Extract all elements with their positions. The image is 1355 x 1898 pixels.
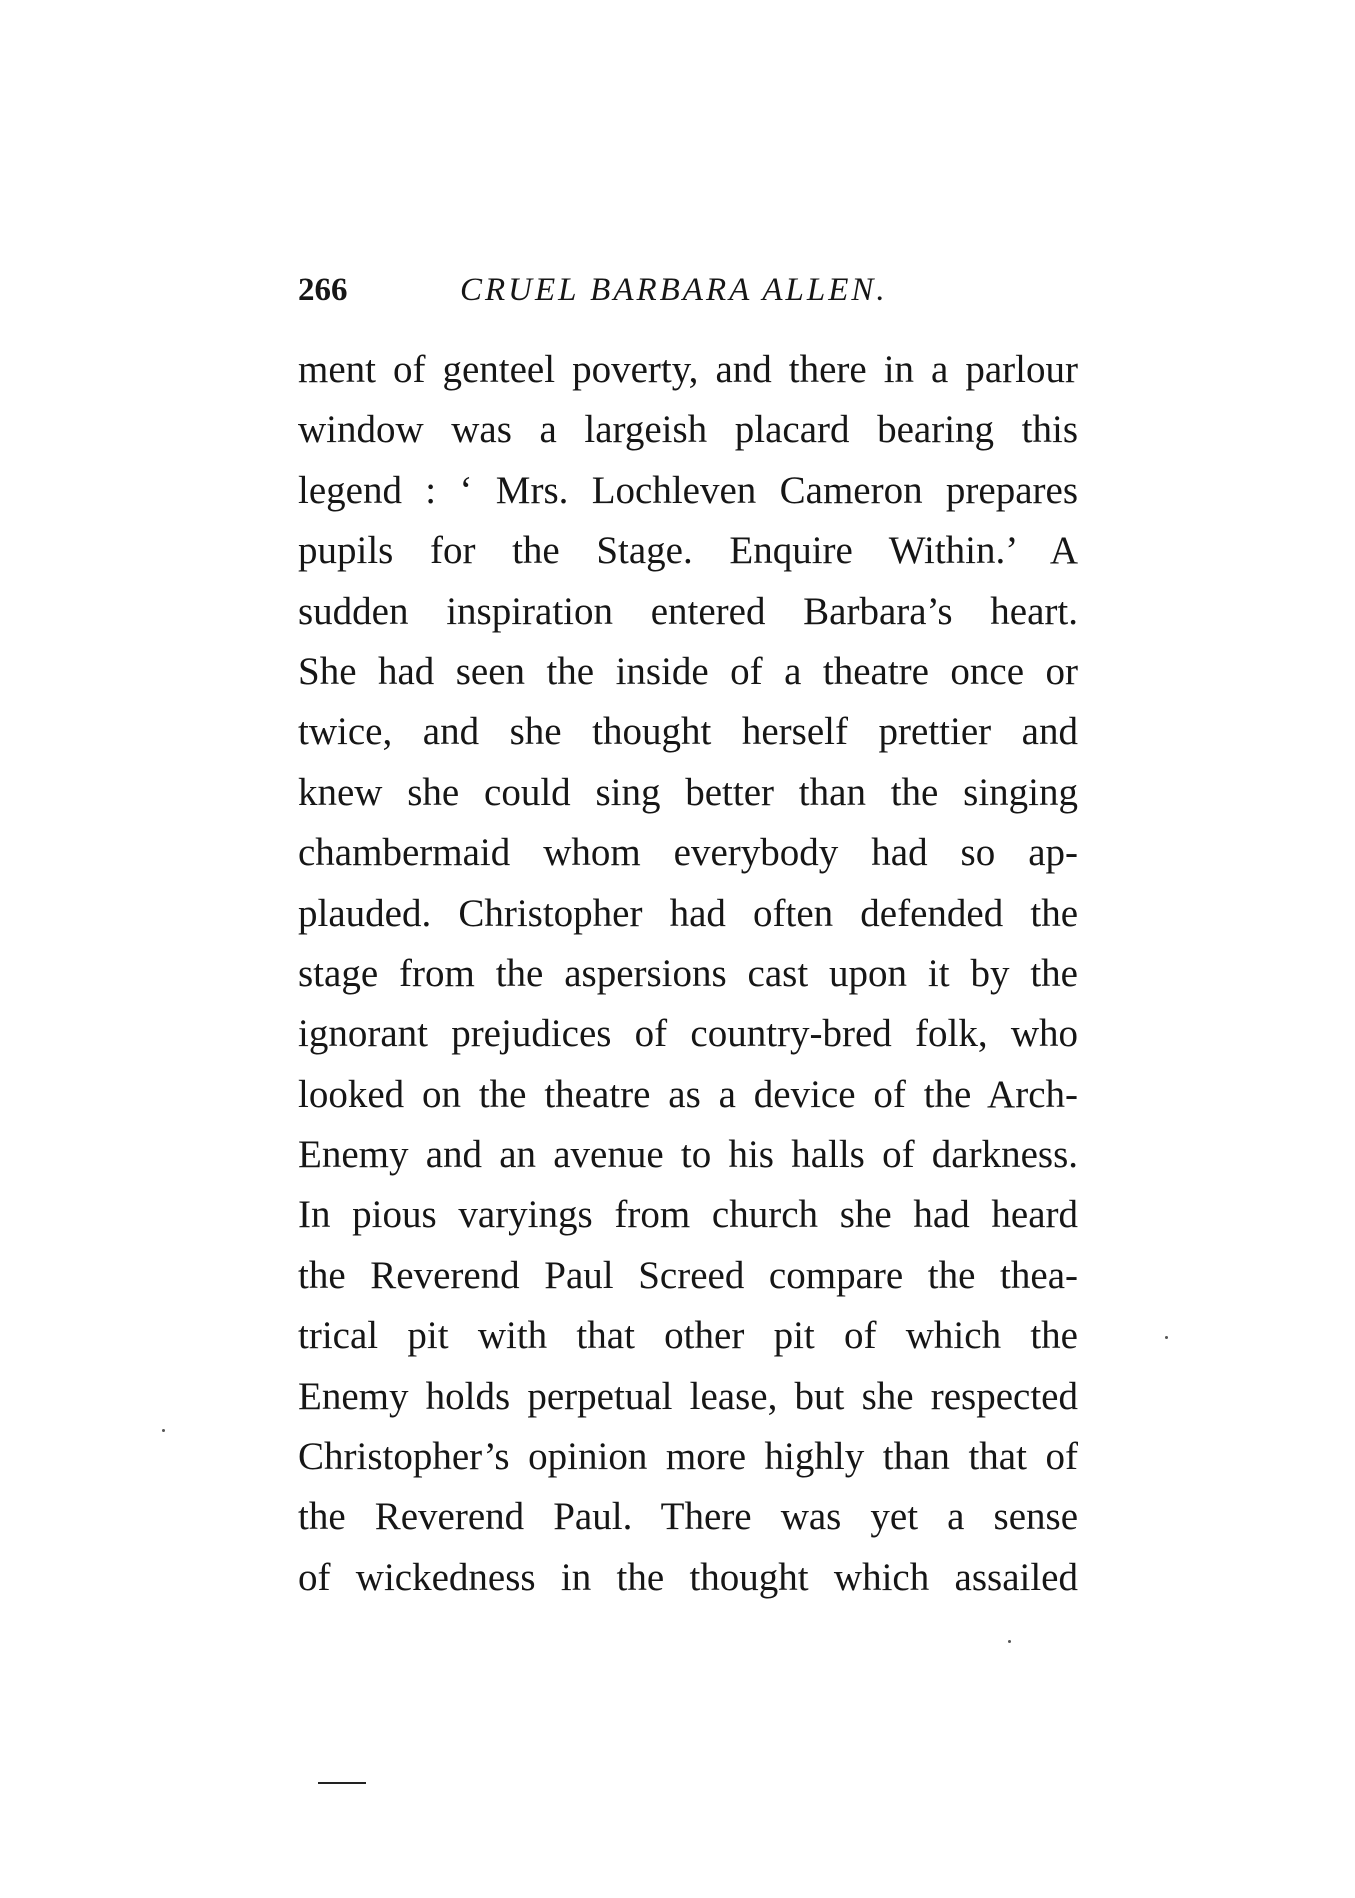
ink-speck [162,1429,165,1432]
text-line: Christopher’s opinion more highly than that of [298,1435,1078,1479]
text-line: trical pit with that other pit of which the [298,1314,1078,1358]
text-line: legend : ‘ Mrs. Lochleven Cameron prepares [298,468,1078,512]
running-head [298,268,1098,312]
text-line: In pious varyings from church she had heard [298,1193,1078,1237]
text-line: stage from the aspersions cast upon it by the [298,951,1078,995]
text-line: the Reverend Paul Screed compare the thea- [298,1253,1078,1297]
ink-speck [1008,1640,1011,1643]
text-line: ignorant prejudices of country-bred folk, who [298,1012,1078,1056]
text-line: sudden inspiration entered Barbara’s heart. [298,589,1078,633]
text-line: window was a largeish placard bearing this [298,408,1078,452]
ink-speck [1165,1336,1168,1339]
text-line: twice, and she thought herself prettier and [298,710,1078,754]
text-line: the Reverend Paul. There was yet a sense [298,1495,1078,1539]
page-number: 266 [298,272,348,308]
text-line: ment of genteel poverty, and there in a parlour [298,348,1078,391]
running-title: CRUEL BARBARA ALLEN. [460,272,888,308]
text-line: Enemy and an avenue to his halls of darkness. [298,1133,1078,1177]
text-line: pupils for the Stage. Enquire Within.’ A [298,529,1078,573]
body-text [298,340,1078,1608]
footer-rule [318,1782,366,1784]
text-line: She had seen the inside of a theatre once or [298,649,1078,693]
text-line: looked on the theatre as a device of the Arch- [298,1072,1078,1116]
text-line: plauded. Christopher had often defended the [298,891,1078,935]
text-line: chambermaid whom everybody had so ap- [298,831,1078,875]
text-line: of wickedness in the thought which assailed [298,1555,1078,1599]
text-line: Enemy holds perpetual lease, but she respected [298,1374,1078,1418]
text-line: knew she could sing better than the singing [298,770,1078,814]
